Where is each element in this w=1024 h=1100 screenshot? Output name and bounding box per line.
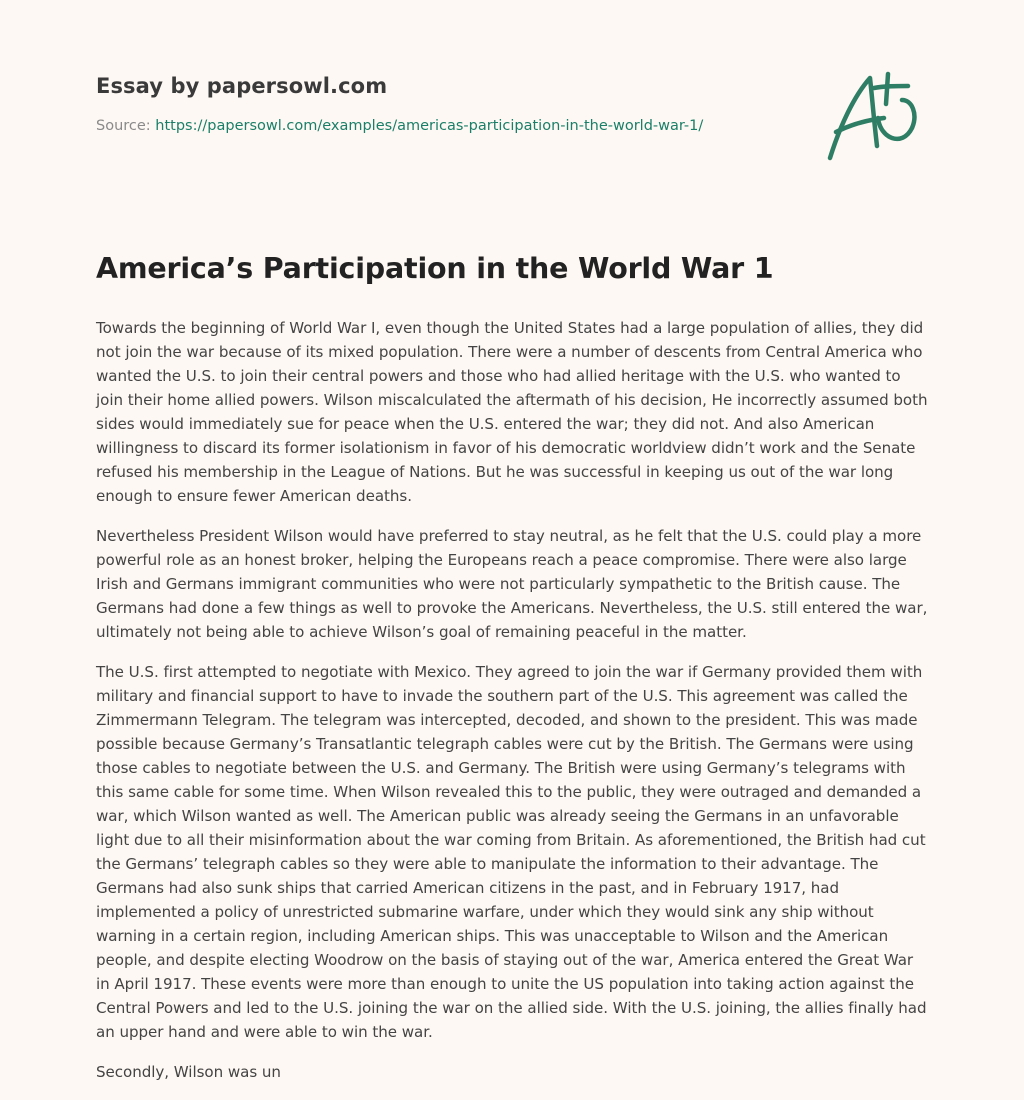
essay-by-label: Essay by papersowl.com [96, 74, 388, 98]
paragraph: Nevertheless President Wilson would have preferred to stay neutral, as he felt that the U.S. could play a more powerful role as an honest broker, helping the Europeans reach a peace compromise. There were also large Irish and Germans immigrant communities who were not particularly sympathetic to the British cause. The Germans had done a few things as well to provoke the Americans. Nevertheless, the U.S. still entered the war, ultimately not being able to achieve Wilson’s goal of remaining peaceful in the matter. [96, 527, 928, 641]
essay-header [96, 74, 796, 134]
a-plus-logo-icon [822, 66, 932, 166]
page-title: America’s Participation in the World War 1 [96, 252, 774, 285]
source-line [96, 118, 796, 134]
paragraph: Towards the beginning of World War I, even though the United States had a large population of allies, they did not join the war because of its mixed population. There were a number of descents from Central America who wanted the U.S. to join their central powers and those who had allied heritage with the U.S. who wanted to join their home allied powers. Wilson miscalculated the aftermath of his decision, He incorrectly assumed both sides would immediately sue for peace when the U.S. entered the war; they did not. And also American willingness to discard its former isolationism in favor of his democratic worldview didn’t work and the Senate refused his membership in the League of Nations. But he was successful in keeping us out of the war long enough to ensure fewer American deaths. [96, 319, 928, 505]
source-label: Source: [96, 118, 156, 134]
essay-body [96, 316, 930, 1100]
source-link[interactable]: https://papersowl.com/examples/americas-participation-in-the-world-war-1/ [155, 118, 704, 134]
paragraph: The U.S. first attempted to negotiate with Mexico. They agreed to join the war if Germany provided them with military and financial support to have to invade the southern part of the U.S. This agreement was called the Zimmermann Telegram. The telegram was intercepted, decoded, and shown to the president. This was made possible because Germany’s Transatlantic telegraph cables were cut by the British. The Germans were using those cables to negotiate between the U.S. and Germany. The British were using Germany’s telegrams with this same cable for some time. When Wilson revealed this to the public, they were outraged and demanded a war, which Wilson wanted as well. The American public was already seeing the Germans in an unfavorable light due to all their misinformation about the war coming from Britain. As aforementioned, the British had cut the Germans’ telegraph cables so they were able to manipulate the information to their advantage. The Germans had also sunk ships that carried American citizens in the past, and in February 1917, had implemented a policy of unrestricted submarine warfare, under which they would sink any ship without warning in a certain region, including American ships. This was unacceptable to Wilson and the American people, and despite electing Woodrow on the basis of staying out of the war, America entered the Great War in April 1917. These events were more than enough to unite the US population into taking action against the Central Powers and led to the U.S. joining the war on the allied side. With the U.S. joining, the allies finally had an upper hand and were able to win the war. [96, 663, 927, 1041]
paragraph: Secondly, Wilson was un [96, 1063, 281, 1081]
